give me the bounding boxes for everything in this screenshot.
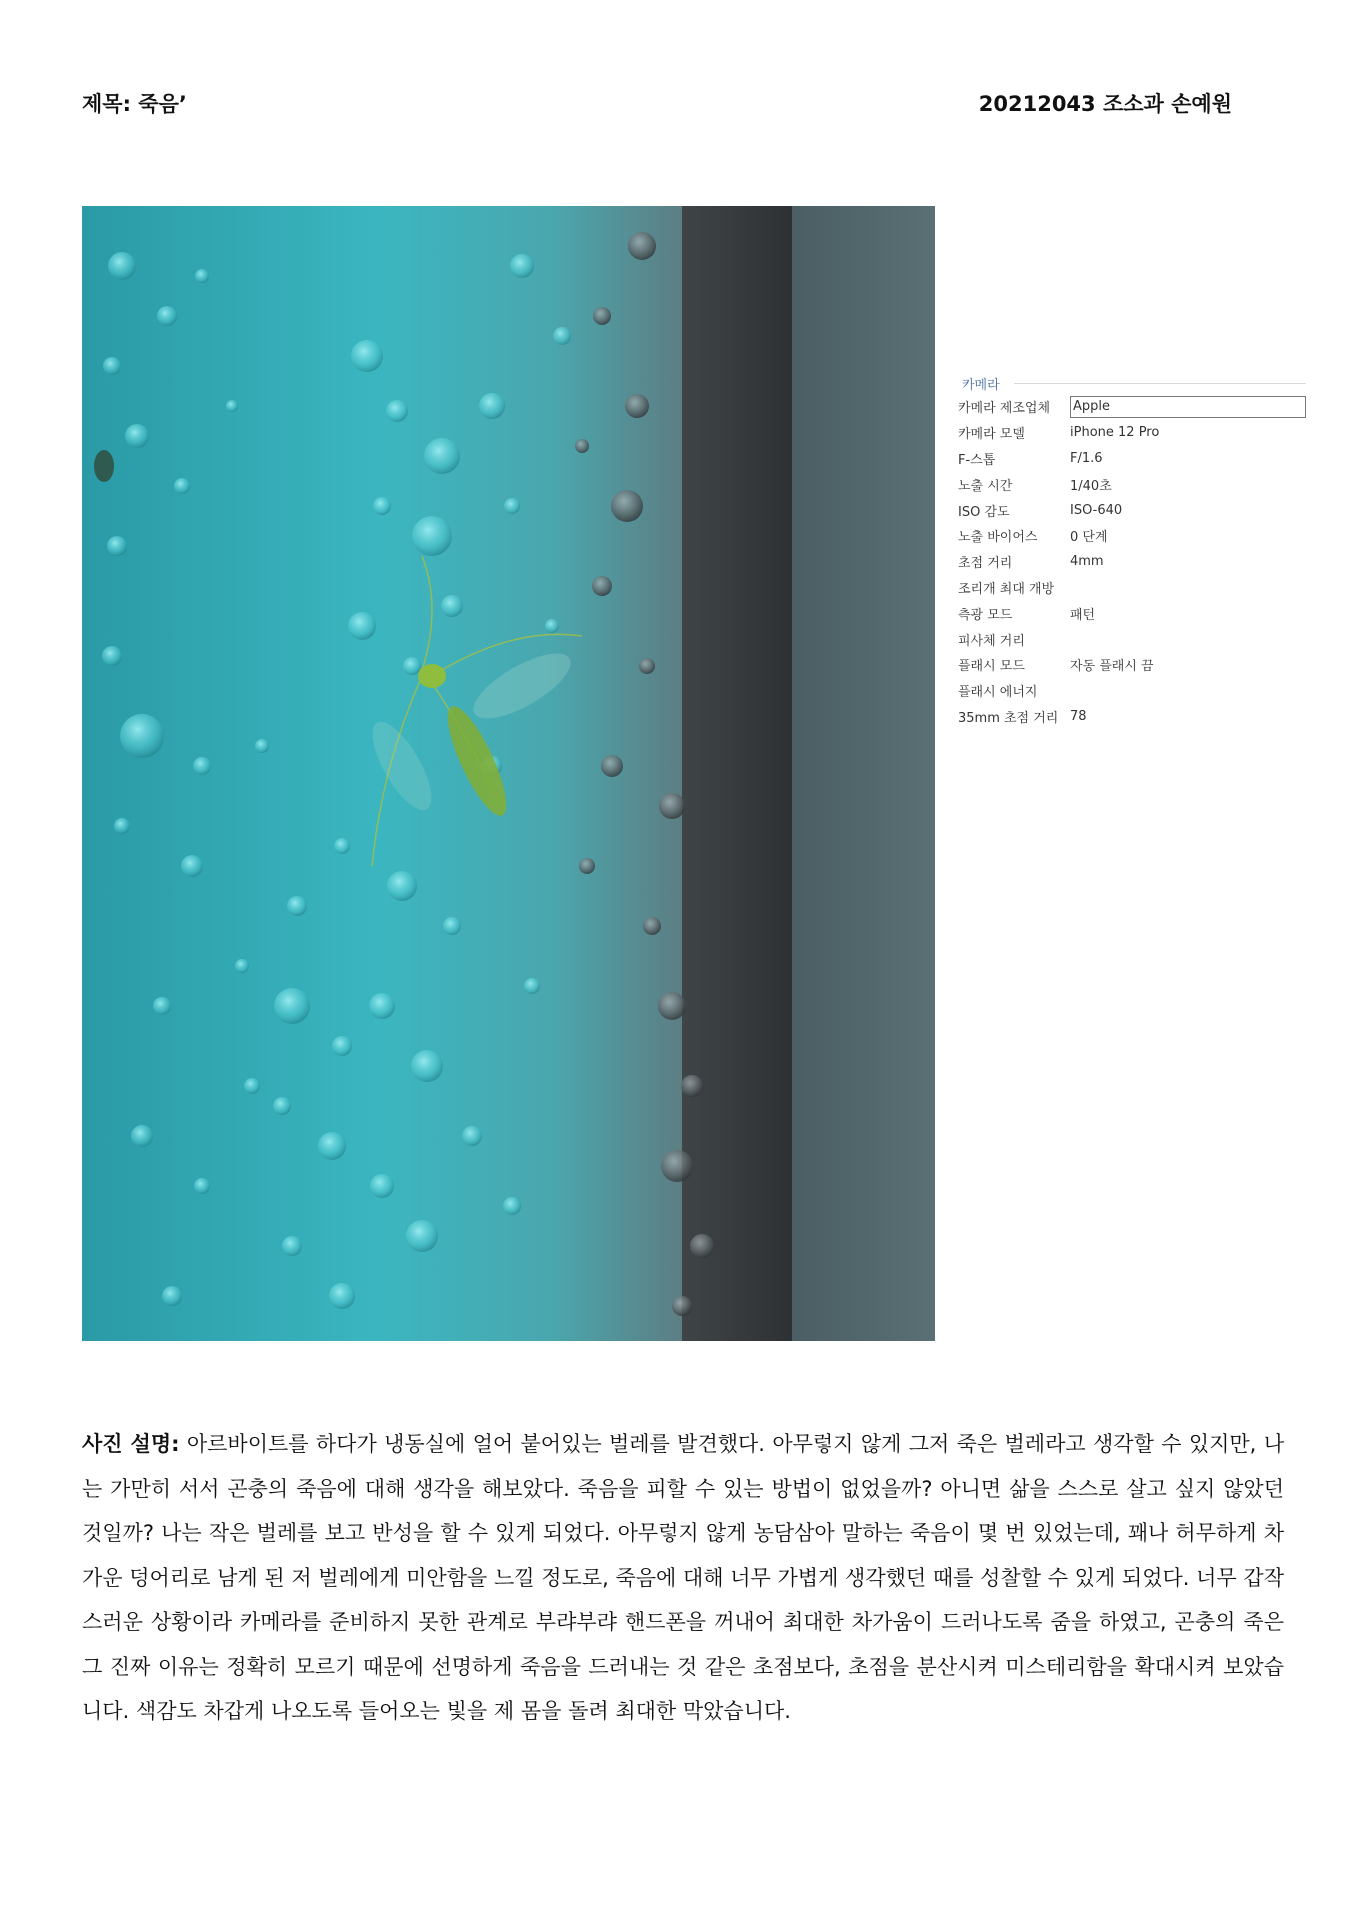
exif-value: 78 bbox=[1070, 708, 1087, 724]
exif-row-35mm-focal-length bbox=[954, 704, 1314, 730]
exif-row-metering-mode bbox=[954, 600, 1314, 626]
description-text: 아르바이트를 하다가 냉동실에 얼어 붙어있는 벌레를 발견했다. 아무렇지 않게 그저 죽은 벌레라고 생각할 수 있지만, 나는 가만히 서서 곤충의 죽음에 대해 생각을 해보았다. 죽음을 피할 수 있는 방법이 없었을까? 아니면 삶을 스스로 살고 싶지 않았던 것일까? 나는 작은 벌레를 보고 반성을 할 수 있게 되었다. 아무렇지 않게 농담삼아 말하는 죽음이 몇 번 있었는데, 꽤나 허무하게 차가운 덩어리로 남게 된 저 벌레에게 미안함을 느낄 정도로, 죽음에 대해 너무 가볍게 생각했던 때를 성찰할 수 있게 되었다. 너무 갑작스러운 상황이라 카메라를 준비하지 못한 관계로 부랴부랴 핸드폰을 꺼내어 최대한 차가움이 드러나도록 줌을 하였고, 곤충의 죽은 그 진짜 이유는 정확히 모르기 때문에 선명하게 죽음을 드러내는 것 같은 초점보다, 초점을 분산시켜 미스테리함을 확대시켜 보았습니다. 색감도 차갑게 나오도록 들어오는 빛을 제 몸을 돌려 최대한 막았습니다. bbox=[82, 1432, 1284, 1723]
exif-properties-panel bbox=[954, 372, 1314, 729]
exif-group-header bbox=[954, 372, 1314, 394]
exif-row-exposure-bias bbox=[954, 523, 1314, 549]
exif-value: F/1.6 bbox=[1070, 450, 1103, 466]
exif-group-divider bbox=[1014, 383, 1306, 384]
exif-value: 패턴 bbox=[1070, 607, 1096, 623]
description-label: 사진 설명: bbox=[82, 1432, 180, 1456]
exif-value: iPhone 12 Pro bbox=[1070, 425, 1160, 441]
exif-key: ISO 감도 bbox=[958, 504, 1010, 520]
exif-row-camera-model bbox=[954, 420, 1314, 446]
exif-key: 35mm 초점 거리 bbox=[958, 710, 1059, 726]
exif-row-iso bbox=[954, 497, 1314, 523]
exif-value: 1/40초 bbox=[1070, 478, 1112, 494]
photo-description bbox=[82, 1422, 1284, 1734]
exif-group-label: 카메라 bbox=[962, 374, 1006, 393]
exif-row-camera-maker bbox=[954, 394, 1314, 420]
camera-maker-field[interactable]: Apple bbox=[1070, 396, 1306, 418]
exif-row-exposure-time bbox=[954, 471, 1314, 497]
exif-key: 카메라 제조업체 bbox=[958, 401, 1051, 417]
exif-row-flash-mode bbox=[954, 652, 1314, 678]
exif-value: 0 단계 bbox=[1070, 530, 1108, 546]
exif-key: 초점 거리 bbox=[958, 556, 1013, 572]
exif-value: ISO-640 bbox=[1070, 502, 1123, 518]
exif-row-focal-length bbox=[954, 549, 1314, 575]
exif-value: 4mm bbox=[1070, 554, 1104, 570]
exif-key: 노출 바이어스 bbox=[958, 530, 1038, 546]
exif-key: 피사체 거리 bbox=[958, 633, 1025, 649]
exif-value: 자동 플래시 끔 bbox=[1070, 659, 1154, 675]
exif-row-subject-distance bbox=[954, 626, 1314, 652]
author-info: 20212043 조소과 손예원 bbox=[978, 92, 1232, 116]
exif-row-max-aperture bbox=[954, 575, 1314, 601]
exif-key: 카메라 모델 bbox=[958, 427, 1025, 443]
exif-row-flash-energy bbox=[954, 678, 1314, 704]
exif-key: F-스톱 bbox=[958, 452, 996, 468]
exif-key: 조리개 최대 개방 bbox=[958, 581, 1055, 597]
exif-row-f-stop bbox=[954, 446, 1314, 472]
page-title: 제목: 죽음’ bbox=[82, 92, 187, 116]
frozen-insect-photo bbox=[82, 206, 935, 1341]
exif-key: 플래시 에너지 bbox=[958, 685, 1038, 701]
exif-key: 노출 시간 bbox=[958, 478, 1013, 494]
exif-key: 플래시 모드 bbox=[958, 659, 1025, 675]
exif-key: 측광 모드 bbox=[958, 607, 1013, 623]
